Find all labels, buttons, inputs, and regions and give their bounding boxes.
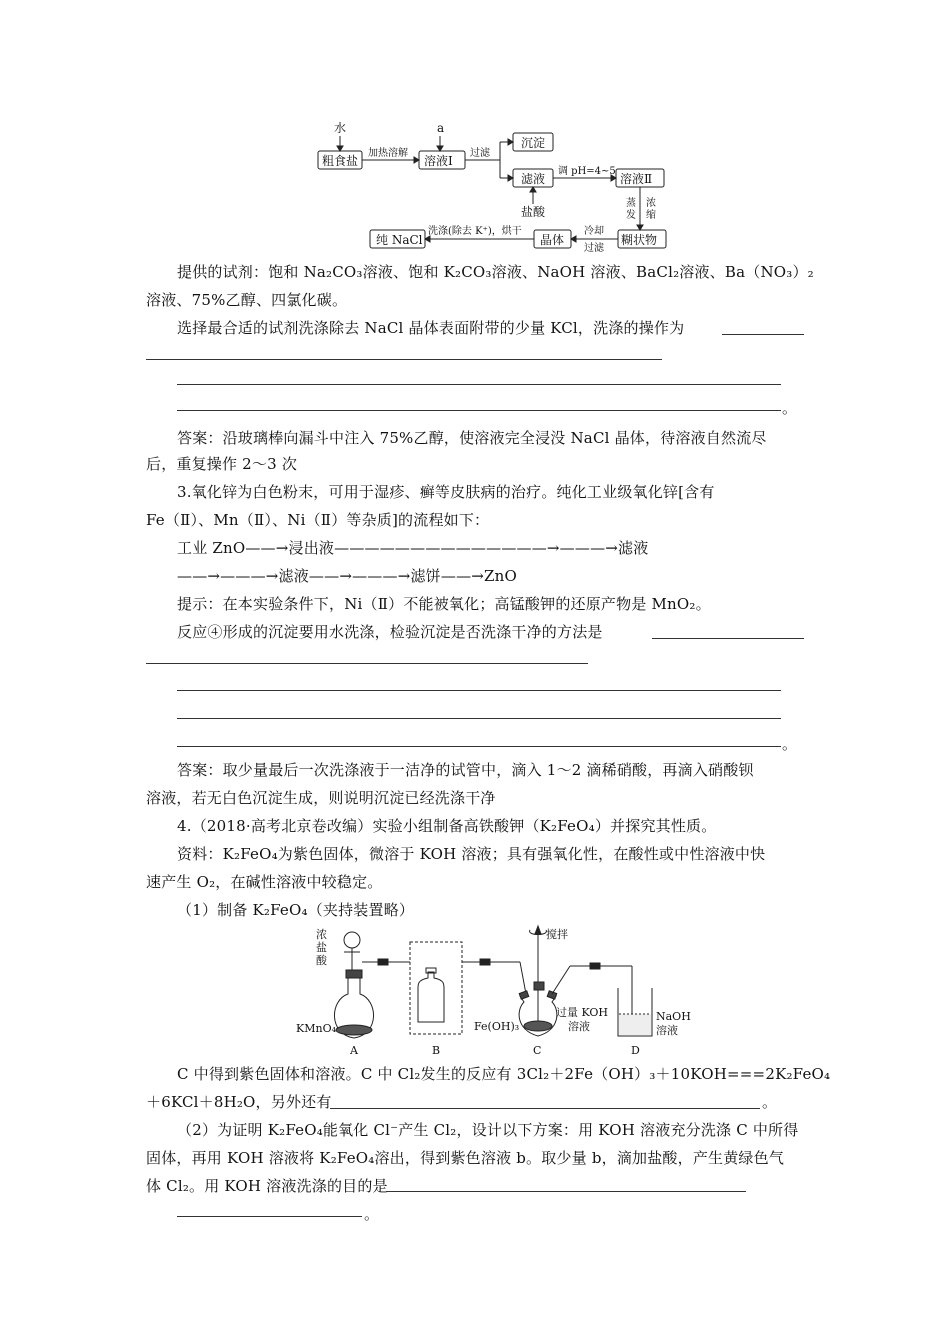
flow-reagent-a: a <box>437 121 445 135</box>
q2-answer-blank <box>177 410 781 411</box>
q3-hint: 提示：在本实验条件下，Ni（Ⅱ）不能被氧化；高锰酸钾的还原产物是 MnO₂。 <box>177 595 711 613</box>
app-conc-hcl-3: 酸 <box>316 954 327 967</box>
flow-adjust-ph: 调 pH=4~5 <box>558 166 616 177</box>
q2-answer-blank <box>146 359 662 360</box>
q2-reagents-line-2: 溶液、75%乙醇、四氯化碳。 <box>146 291 348 309</box>
flow-hcl: 盐酸 <box>521 205 546 219</box>
app-kmno4: KMnO₄ <box>296 1022 336 1035</box>
q3-answer-blank <box>146 663 588 664</box>
app-stir: 搅拌 <box>546 928 568 941</box>
q4-title: 4.（2018·高考北京卷改编）实验小组制备高铁酸钾（K₂FeO₄）并探究其性质。 <box>177 817 717 835</box>
flow-conc-2: 缩 <box>646 210 656 221</box>
k2feo4-apparatus-diagram <box>290 922 700 1060</box>
flow-pure-nacl: 纯 NaCl <box>376 233 423 247</box>
flow-water: 水 <box>334 121 347 135</box>
app-excess-koh-1: 过量 KOH <box>556 1006 609 1019</box>
q3-flow-line-2: ——→———→滤液——→———→滤饼——→ZnO <box>177 567 518 585</box>
q4-info-line-1: 资料：K₂FeO₄为紫色固体，微溶于 KOH 溶液；具有强氧化性，在酸性或中性溶液中快 <box>177 845 766 863</box>
app-feoh3: Fe(OH)₃ <box>474 1020 520 1033</box>
q4-part2-line-2: 固体，再用 KOH 溶液将 K₂FeO₄溶出，得到紫色溶液 b。取少量 b，滴加盐酸，产生黄绿色气 <box>146 1149 785 1167</box>
flow-heat-dissolve: 加热溶解 <box>368 148 408 159</box>
flow-crude-salt: 粗食盐 <box>322 154 359 168</box>
flow-solution-1: 溶液Ⅰ <box>424 154 453 168</box>
q4-part2-line-3: 体 Cl₂。用 KOH 溶液洗涤的目的是 <box>146 1177 388 1195</box>
q3-answer-blank <box>177 746 781 747</box>
flow-filter: 过滤 <box>470 148 490 159</box>
q2-answer-line-1: 答案：沿玻璃棒向漏斗中注入 75%乙醇，使溶液完全浸没 NaCl 晶体，待溶液自然流尽 <box>177 429 767 447</box>
q3-intro-line-1: 3.氧化锌为白色粉末，可用于湿疹、癣等皮肤病的治疗。纯化工业级氧化锌[含有 <box>177 483 715 501</box>
q3-answer-line-2: 溶液，若无白色沉淀生成，则说明沉淀已经洗涤干净 <box>146 789 496 807</box>
q2-question: 选择最合适的试剂洗涤除去 NaCl 晶体表面附带的少量 KCl，洗涤的操作为 <box>177 319 685 337</box>
q4-c-blank <box>330 1108 760 1109</box>
flow-evap-1: 蒸 <box>626 198 636 209</box>
app-label-d: D <box>631 1044 640 1057</box>
q4-part2-line-1: （2）为证明 K₂FeO₄能氧化 Cl⁻产生 Cl₂，设计以下方案：用 KOH 溶液充分洗涤 C 中所得 <box>177 1121 799 1139</box>
app-naoh-2: 溶液 <box>656 1024 678 1037</box>
q3-question: 反应④形成的沉淀要用水洗涤，检验沉淀是否洗涤干净的方法是 <box>177 623 603 641</box>
q3-intro-line-2: Fe（Ⅱ）、Mn（Ⅱ）、Ni（Ⅱ）等杂质]的流程如下： <box>146 511 490 529</box>
q3-answer-line-1: 答案：取少量最后一次洗涤液于一洁净的试管中，滴入 1～2 滴稀硝酸，再滴入硝酸钡 <box>177 761 754 779</box>
flow-wash: 洗涤(除去 K⁺)，烘干 <box>428 226 522 237</box>
q3-answer-blank <box>652 638 804 639</box>
q2-period: 。 <box>782 399 798 417</box>
flow-crystal: 晶体 <box>540 233 565 247</box>
flow-evap-2: 发 <box>626 210 636 221</box>
q3-flow-line-1: 工业 ZnO——→浸出液——————————————→———→滤液 <box>177 539 649 557</box>
flow-solution-2: 溶液Ⅱ <box>620 172 653 186</box>
q4-part2-blank <box>386 1191 746 1192</box>
q2-reagents-line-1: 提供的试剂：饱和 Na₂CO₃溶液、饱和 K₂CO₃溶液、NaOH 溶液、BaCl₂溶液、Ba（NO₃）₂ <box>177 263 814 281</box>
q3-answer-blank <box>177 690 781 691</box>
q2-answer-blank <box>177 384 781 385</box>
q2-answer-blank <box>722 334 804 335</box>
app-label-a: A <box>350 1044 358 1057</box>
q4-c-text-line-2: ＋6KCl＋8H₂O，另外还有 <box>146 1093 332 1111</box>
app-conc-hcl-1: 浓 <box>316 928 327 941</box>
flow-paste: 糊状物 <box>621 233 658 247</box>
flow-precipitate: 沉淀 <box>521 136 546 150</box>
app-label-b: B <box>432 1044 441 1057</box>
q2-answer-line-2: 后，重复操作 2～3 次 <box>146 455 298 473</box>
q3-period: 。 <box>782 735 798 753</box>
flow-filtrate: 滤液 <box>521 172 546 186</box>
flow-filter-2: 过滤 <box>584 243 604 253</box>
salt-purification-flowchart <box>300 118 680 253</box>
flow-cool: 冷却 <box>584 226 604 237</box>
q4-info-line-2: 速产生 O₂，在碱性溶液中较稳定。 <box>146 873 383 891</box>
q4-part2-blank <box>177 1216 362 1217</box>
flow-conc-1: 浓 <box>646 198 656 209</box>
q4-part1-heading: （1）制备 K₂FeO₄（夹持装置略） <box>177 901 415 919</box>
app-conc-hcl-2: 盐 <box>316 941 327 954</box>
q4-period-2: 。 <box>364 1205 380 1223</box>
q4-c-text-line-1: C 中得到紫色固体和溶液。C 中 Cl₂发生的反应有 3Cl₂＋2Fe（OH）₃＋10KOH===2K₂FeO₄ <box>177 1065 831 1083</box>
q3-answer-blank <box>177 718 781 719</box>
app-label-c: C <box>533 1044 542 1057</box>
q4-period-1: 。 <box>762 1093 778 1111</box>
app-excess-koh-2: 溶液 <box>568 1020 590 1033</box>
app-naoh-1: NaOH <box>656 1010 691 1023</box>
